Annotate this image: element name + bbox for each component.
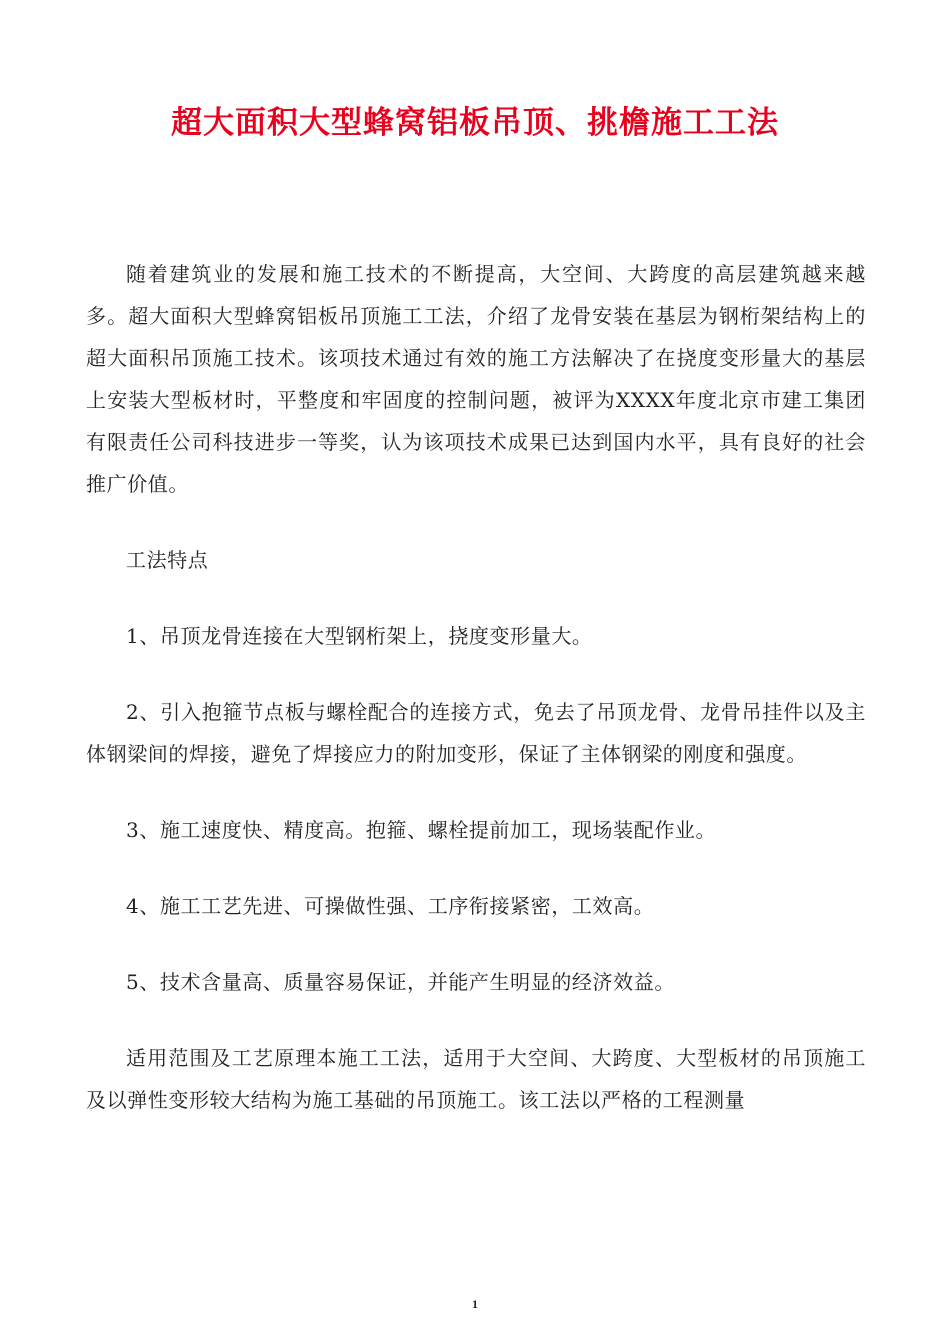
document-title: 超大面积大型蜂窝铝板吊顶、挑檐施工工法 bbox=[171, 105, 779, 141]
feature-item-4: 4、施工工艺先进、可操做性强、工序衔接紧密，工效高。 bbox=[126, 894, 655, 918]
paragraph-intro: 随着建筑业的发展和施工技术的不断提高，大空间、大跨度的高层建筑越来越多。超大面积大型蜂窝铝板吊顶施工工法，介绍了龙骨安装在基层为钢桁架结构上的超大面积吊顶施工技术。该项技术通过有效的施工方法解决了在挠度变形量大的基层上安装大型板材时，平整度和牢固度的控制问题，被评为XXXX年度北京市建工集团有限责任公司科技进步一等奖，认为该项技术成果已达到国内水平，具有良好的社会推广价值。 bbox=[86, 262, 866, 496]
section-heading-features: 工法特点 bbox=[126, 548, 209, 572]
document-body bbox=[86, 253, 866, 1155]
page-number: 1 bbox=[472, 1297, 478, 1311]
feature-item-2: 2、引入抱箍节点板与螺栓配合的连接方式，免去了吊顶龙骨、龙骨吊挂件以及主体钢梁间的焊接，避免了焊接应力的附加变形，保证了主体钢梁的刚度和强度。 bbox=[86, 700, 866, 766]
feature-item-1: 1、吊顶龙骨连接在大型钢桁架上，挠度变形量大。 bbox=[126, 624, 593, 648]
paragraph-scope: 适用范围及工艺原理本施工工法，适用于大空间、大跨度、大型板材的吊顶施工及以弹性变形较大结构为施工基础的吊顶施工。该工法以严格的工程测量 bbox=[86, 1046, 866, 1112]
feature-item-3: 3、施工速度快、精度高。抱箍、螺栓提前加工，现场装配作业。 bbox=[126, 818, 717, 842]
feature-item-5: 5、技术含量高、质量容易保证，并能产生明显的经济效益。 bbox=[126, 970, 675, 994]
